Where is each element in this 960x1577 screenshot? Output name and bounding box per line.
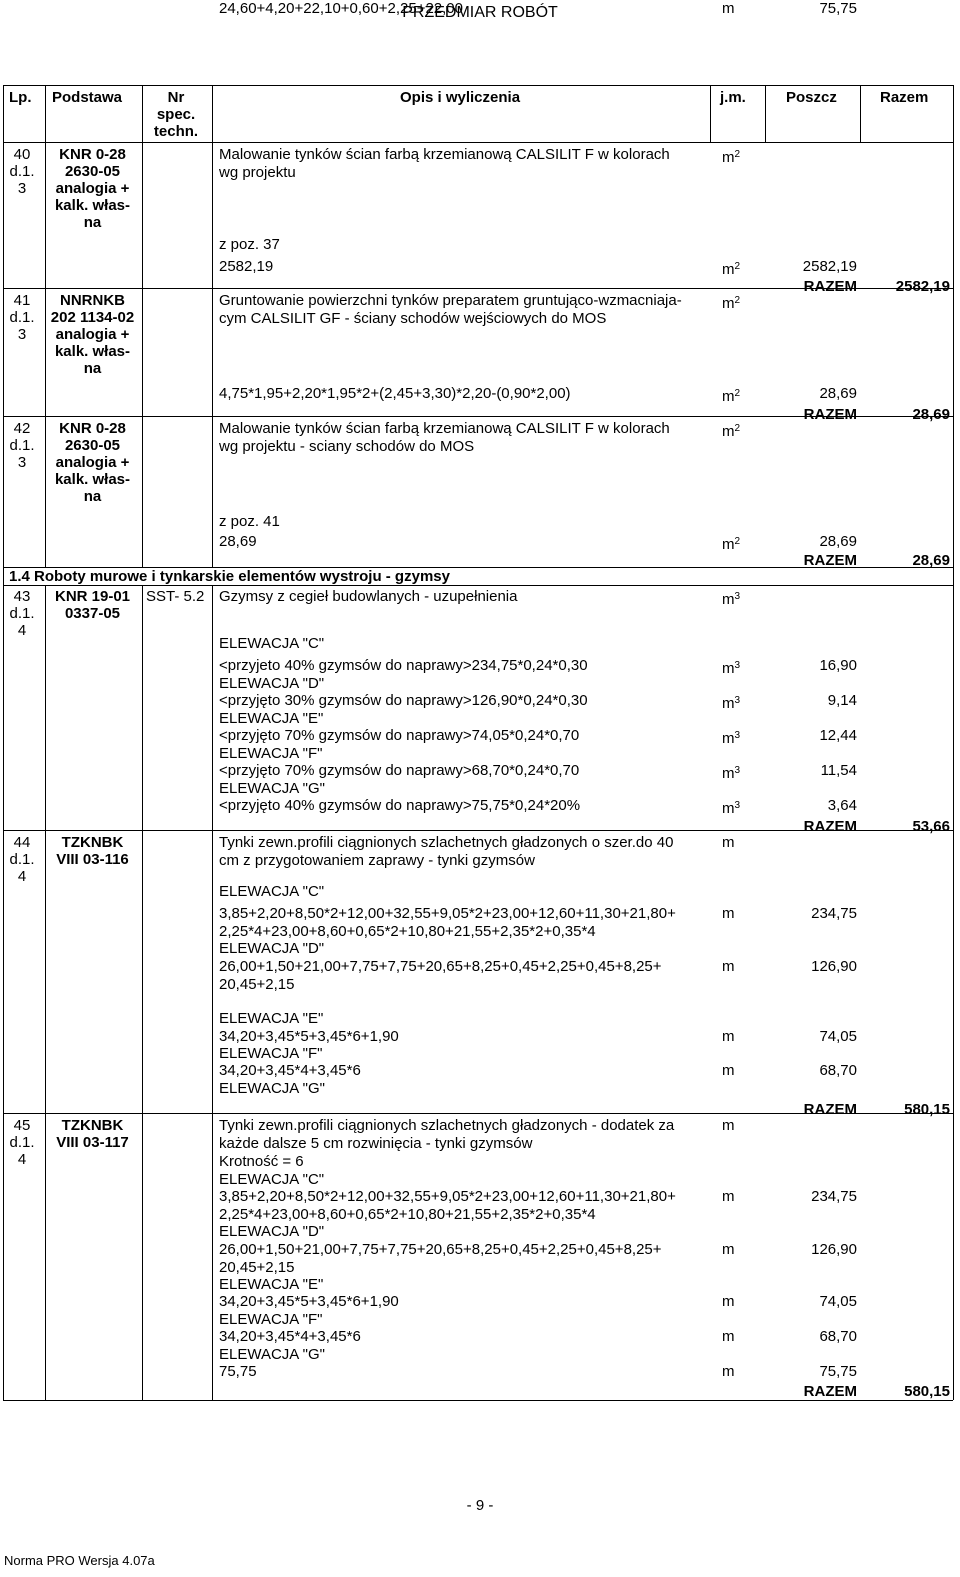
header-lp: Lp. bbox=[9, 89, 32, 106]
calc-unit: m bbox=[722, 1241, 735, 1258]
calc-line: ELEWACJA "D" bbox=[219, 940, 325, 957]
calc-line: z poz. 41 bbox=[219, 513, 280, 530]
calc-line: ELEWACJA "C" bbox=[219, 1171, 325, 1188]
item-unit: $m^2$ bbox=[722, 295, 741, 312]
item-description: Tynki zewn.profili ciągnionych szlachetnych gładzonych - dodatek za każde dalsze 5 cm rozwinięcia - tynki gzymsów bbox=[219, 1117, 675, 1152]
calc-value: 74,05 bbox=[819, 1028, 857, 1045]
grid-line bbox=[212, 1113, 213, 1400]
section-title: 1.4 Roboty murowe i tynkarskie elementów wystroju - gzymsy bbox=[9, 568, 450, 585]
calc-unit: m bbox=[722, 1028, 735, 1045]
page-number: - 9 - bbox=[466, 1497, 494, 1514]
grid-line bbox=[212, 416, 213, 567]
calc-unit: m bbox=[722, 1062, 735, 1079]
header-jm: j.m. bbox=[720, 89, 746, 106]
grid-line bbox=[45, 1113, 46, 1400]
header-opis: Opis i wyliczenia bbox=[400, 89, 521, 106]
item-unit: $m^3$ bbox=[722, 591, 741, 608]
item-unit: $m^2$ bbox=[722, 423, 741, 440]
calc-unit: m bbox=[722, 0, 735, 17]
item-lp: 43 d.1. 4 bbox=[9, 588, 35, 639]
calc-unit: $m^3$ bbox=[722, 730, 741, 747]
calc-line: ELEWACJA "D" bbox=[219, 1223, 325, 1240]
calc-line: 34,20+3,45*4+3,45*6 bbox=[219, 1062, 361, 1079]
calc-line: ELEWACJA "E" bbox=[219, 1276, 324, 1293]
grid-line bbox=[953, 85, 954, 1400]
razem-label: RAZEM bbox=[803, 1101, 857, 1118]
grid-line bbox=[3, 1400, 953, 1401]
grid-line bbox=[212, 85, 213, 142]
calc-line: ELEWACJA "E" bbox=[219, 710, 324, 727]
calc-value: 74,05 bbox=[819, 1293, 857, 1310]
grid-line bbox=[142, 85, 143, 142]
grid-line bbox=[142, 830, 143, 1113]
calc-line: 4,75*1,95+2,20*1,95*2+(2,45+3,30)*2,20-(0,90*2,00) bbox=[219, 385, 571, 402]
calc-value: 126,90 bbox=[811, 1241, 857, 1258]
grid-line bbox=[45, 830, 46, 1113]
grid-line bbox=[3, 85, 4, 1400]
calc-line: 3,85+2,20+8,50*2+12,00+32,55+9,05*2+23,00+12,60+11,30+21,80+ 2,25*4+23,00+8,60+0,65*2+10,80+21,55+2,35*2+0,35*4 bbox=[219, 1188, 676, 1223]
calc-value: 16,90 bbox=[819, 657, 857, 674]
calc-line: 28,69 bbox=[219, 533, 257, 550]
calc-value: 3,64 bbox=[827, 797, 857, 814]
header-razem: Razem bbox=[880, 89, 929, 106]
calc-value: 126,90 bbox=[811, 958, 857, 975]
item-podstawa: TZKNBK VIII 03-117 bbox=[56, 1117, 129, 1151]
item-lp: 44 d.1. 4 bbox=[9, 834, 35, 885]
calc-line: Krotność = 6 bbox=[219, 1153, 304, 1170]
grid-line bbox=[212, 830, 213, 1113]
grid-line bbox=[142, 416, 143, 567]
calc-line: ELEWACJA "C" bbox=[219, 883, 325, 900]
item-nr-spec: SST- 5.2 bbox=[146, 588, 205, 605]
calc-line: ELEWACJA "G" bbox=[219, 1346, 325, 1363]
item-description: Gzymsy z cegieł budowlanych - uzupełnienia bbox=[219, 588, 518, 605]
razem-value: 53,66 bbox=[912, 818, 950, 835]
grid-line bbox=[212, 142, 213, 288]
calc-line: ELEWACJA "E" bbox=[219, 1010, 324, 1027]
grid-line bbox=[142, 585, 143, 830]
calc-line: 3,85+2,20+8,50*2+12,00+32,55+9,05*2+23,00+12,60+11,30+21,80+ 2,25*4+23,00+8,60+0,65*2+10,80+21,55+2,35*2+0,35*4 bbox=[219, 905, 676, 940]
calc-unit: m bbox=[722, 1328, 735, 1345]
item-description: Malowanie tynków ścian farbą krzemianową CALSILIT F w kolorach wg projektu bbox=[219, 146, 670, 181]
grid-line bbox=[142, 142, 143, 288]
calc-line: ELEWACJA "C" bbox=[219, 635, 325, 652]
calc-value: 9,14 bbox=[827, 692, 857, 709]
calc-line: ELEWACJA "G" bbox=[219, 780, 325, 797]
razem-label: RAZEM bbox=[803, 406, 857, 423]
calc-line: ELEWACJA "D" bbox=[219, 675, 325, 692]
calc-value: 68,70 bbox=[819, 1062, 857, 1079]
item-lp: 41 d.1. 3 bbox=[9, 292, 35, 343]
calc-value: 234,75 bbox=[811, 905, 857, 922]
razem-label: RAZEM bbox=[803, 1383, 857, 1400]
footer-text: Norma PRO Wersja 4.07a bbox=[4, 1553, 155, 1568]
calc-unit: $m^3$ bbox=[722, 660, 741, 677]
razem-value: 28,69 bbox=[912, 552, 950, 569]
item-unit: m bbox=[722, 834, 735, 851]
calc-unit: $m^3$ bbox=[722, 765, 741, 782]
header-nr-spec: Nr spec. techn. bbox=[153, 89, 199, 140]
item-podstawa: TZKNBK VIII 03-116 bbox=[56, 834, 129, 868]
razem-value: 28,69 bbox=[912, 406, 950, 423]
calc-unit: $m^2$ bbox=[722, 388, 741, 405]
razem-value: 2582,19 bbox=[895, 278, 950, 295]
calc-value: 234,75 bbox=[811, 1188, 857, 1205]
calc-unit: m bbox=[722, 1188, 735, 1205]
calc-line: z poz. 37 bbox=[219, 236, 280, 253]
calc-value: 68,70 bbox=[819, 1328, 857, 1345]
calc-line: 26,00+1,50+21,00+7,75+7,75+20,65+8,25+0,45+2,25+0,45+8,25+ 20,45+2,15 bbox=[219, 958, 662, 993]
grid-line bbox=[142, 288, 143, 416]
calc-value: 28,69 bbox=[819, 533, 857, 550]
calc-line: <przyjęto 70% gzymsów do naprawy>68,70*0,24*0,70 bbox=[219, 762, 580, 779]
page-title: PRZEDMIAR ROBÓT bbox=[402, 4, 558, 21]
item-podstawa: KNR 0-28 2630-05 analogia + kalk. włas- na bbox=[54, 146, 131, 231]
calc-unit: $m^3$ bbox=[722, 695, 741, 712]
calc-line: 34,20+3,45*4+3,45*6 bbox=[219, 1328, 361, 1345]
calc-line: 26,00+1,50+21,00+7,75+7,75+20,65+8,25+0,45+2,25+0,45+8,25+ 20,45+2,15 bbox=[219, 1241, 662, 1276]
calc-unit: m bbox=[722, 1363, 735, 1380]
grid-line bbox=[212, 288, 213, 416]
item-lp: 42 d.1. 3 bbox=[9, 420, 35, 471]
item-description: Gruntowanie powierzchni tynków preparatem gruntująco-wzmacniaja- cym CALSILIT GF - ściany schodów wejściowych do MOS bbox=[219, 292, 682, 327]
grid-line bbox=[710, 85, 711, 142]
grid-line bbox=[3, 142, 953, 143]
razem-label: RAZEM bbox=[803, 818, 857, 835]
calc-value: 28,69 bbox=[819, 385, 857, 402]
calc-line: ELEWACJA "F" bbox=[219, 1311, 323, 1328]
item-podstawa: KNR 19-01 0337-05 bbox=[54, 588, 131, 622]
item-podstawa: NNRNKB 202 1134-02 analogia + kalk. włas- na bbox=[50, 292, 135, 377]
razem-value: 580,15 bbox=[904, 1101, 950, 1118]
calc-value: 75,75 bbox=[819, 0, 857, 17]
grid-line bbox=[860, 85, 861, 142]
header-poszcz: Poszcz bbox=[786, 89, 837, 106]
calc-value: 2582,19 bbox=[802, 258, 857, 275]
item-lp: 45 d.1. 4 bbox=[9, 1117, 35, 1168]
item-unit: $m^2$ bbox=[722, 149, 741, 166]
calc-unit: m bbox=[722, 1293, 735, 1310]
item-description: Malowanie tynków ścian farbą krzemianową CALSILIT F w kolorach wg projektu - sciany schodów do MOS bbox=[219, 420, 670, 455]
item-lp: 40 d.1. 3 bbox=[9, 146, 35, 197]
calc-unit: $m^2$ bbox=[722, 261, 741, 278]
razem-label: RAZEM bbox=[803, 278, 857, 295]
razem-label: RAZEM bbox=[803, 552, 857, 569]
item-description: Tynki zewn.profili ciągnionych szlachetnych gładzonych o szer.do 40 cm z przygotowaniem zaprawy - tynki gzymsów bbox=[219, 834, 674, 869]
grid-line bbox=[212, 585, 213, 830]
calc-line: <przyjęto 70% gzymsów do naprawy>74,05*0,24*0,70 bbox=[219, 727, 580, 744]
razem-value: 580,15 bbox=[904, 1383, 950, 1400]
calc-line: <przyjęto 30% gzymsów do naprawy>126,90*0,24*0,30 bbox=[219, 692, 588, 709]
calc-line: 75,75 bbox=[219, 1363, 257, 1380]
grid-line bbox=[45, 85, 46, 142]
grid-line bbox=[3, 585, 953, 586]
calc-line: <przyjeto 40% gzymsów do naprawy>234,75*0,24*0,30 bbox=[219, 657, 588, 674]
grid-line bbox=[142, 1113, 143, 1400]
grid-line bbox=[765, 85, 766, 142]
calc-line: <przyjęto 40% gzymsów do naprawy>75,75*0,24*20% bbox=[219, 797, 581, 814]
calc-line: 34,20+3,45*5+3,45*6+1,90 bbox=[219, 1028, 399, 1045]
grid-line bbox=[3, 85, 953, 86]
calc-line: ELEWACJA "G" bbox=[219, 1080, 325, 1097]
calc-value: 12,44 bbox=[819, 727, 857, 744]
calc-line: 2582,19 bbox=[219, 258, 274, 275]
calc-unit: m bbox=[722, 958, 735, 975]
calc-line: ELEWACJA "F" bbox=[219, 1045, 323, 1062]
calc-value: 75,75 bbox=[819, 1363, 857, 1380]
item-unit: m bbox=[722, 1117, 735, 1134]
calc-line: ELEWACJA "F" bbox=[219, 745, 323, 762]
calc-line: 24,60+4,20+22,10+0,60+2,25+22,00 bbox=[219, 0, 463, 17]
calc-unit: $m^2$ bbox=[722, 536, 741, 553]
calc-value: 11,54 bbox=[820, 762, 857, 779]
calc-line: 34,20+3,45*5+3,45*6+1,90 bbox=[219, 1293, 399, 1310]
header-podstawa: Podstawa bbox=[52, 89, 123, 106]
item-podstawa: KNR 0-28 2630-05 analogia + kalk. włas- na bbox=[54, 420, 131, 505]
calc-unit: $m^3$ bbox=[722, 800, 741, 817]
calc-unit: m bbox=[722, 905, 735, 922]
